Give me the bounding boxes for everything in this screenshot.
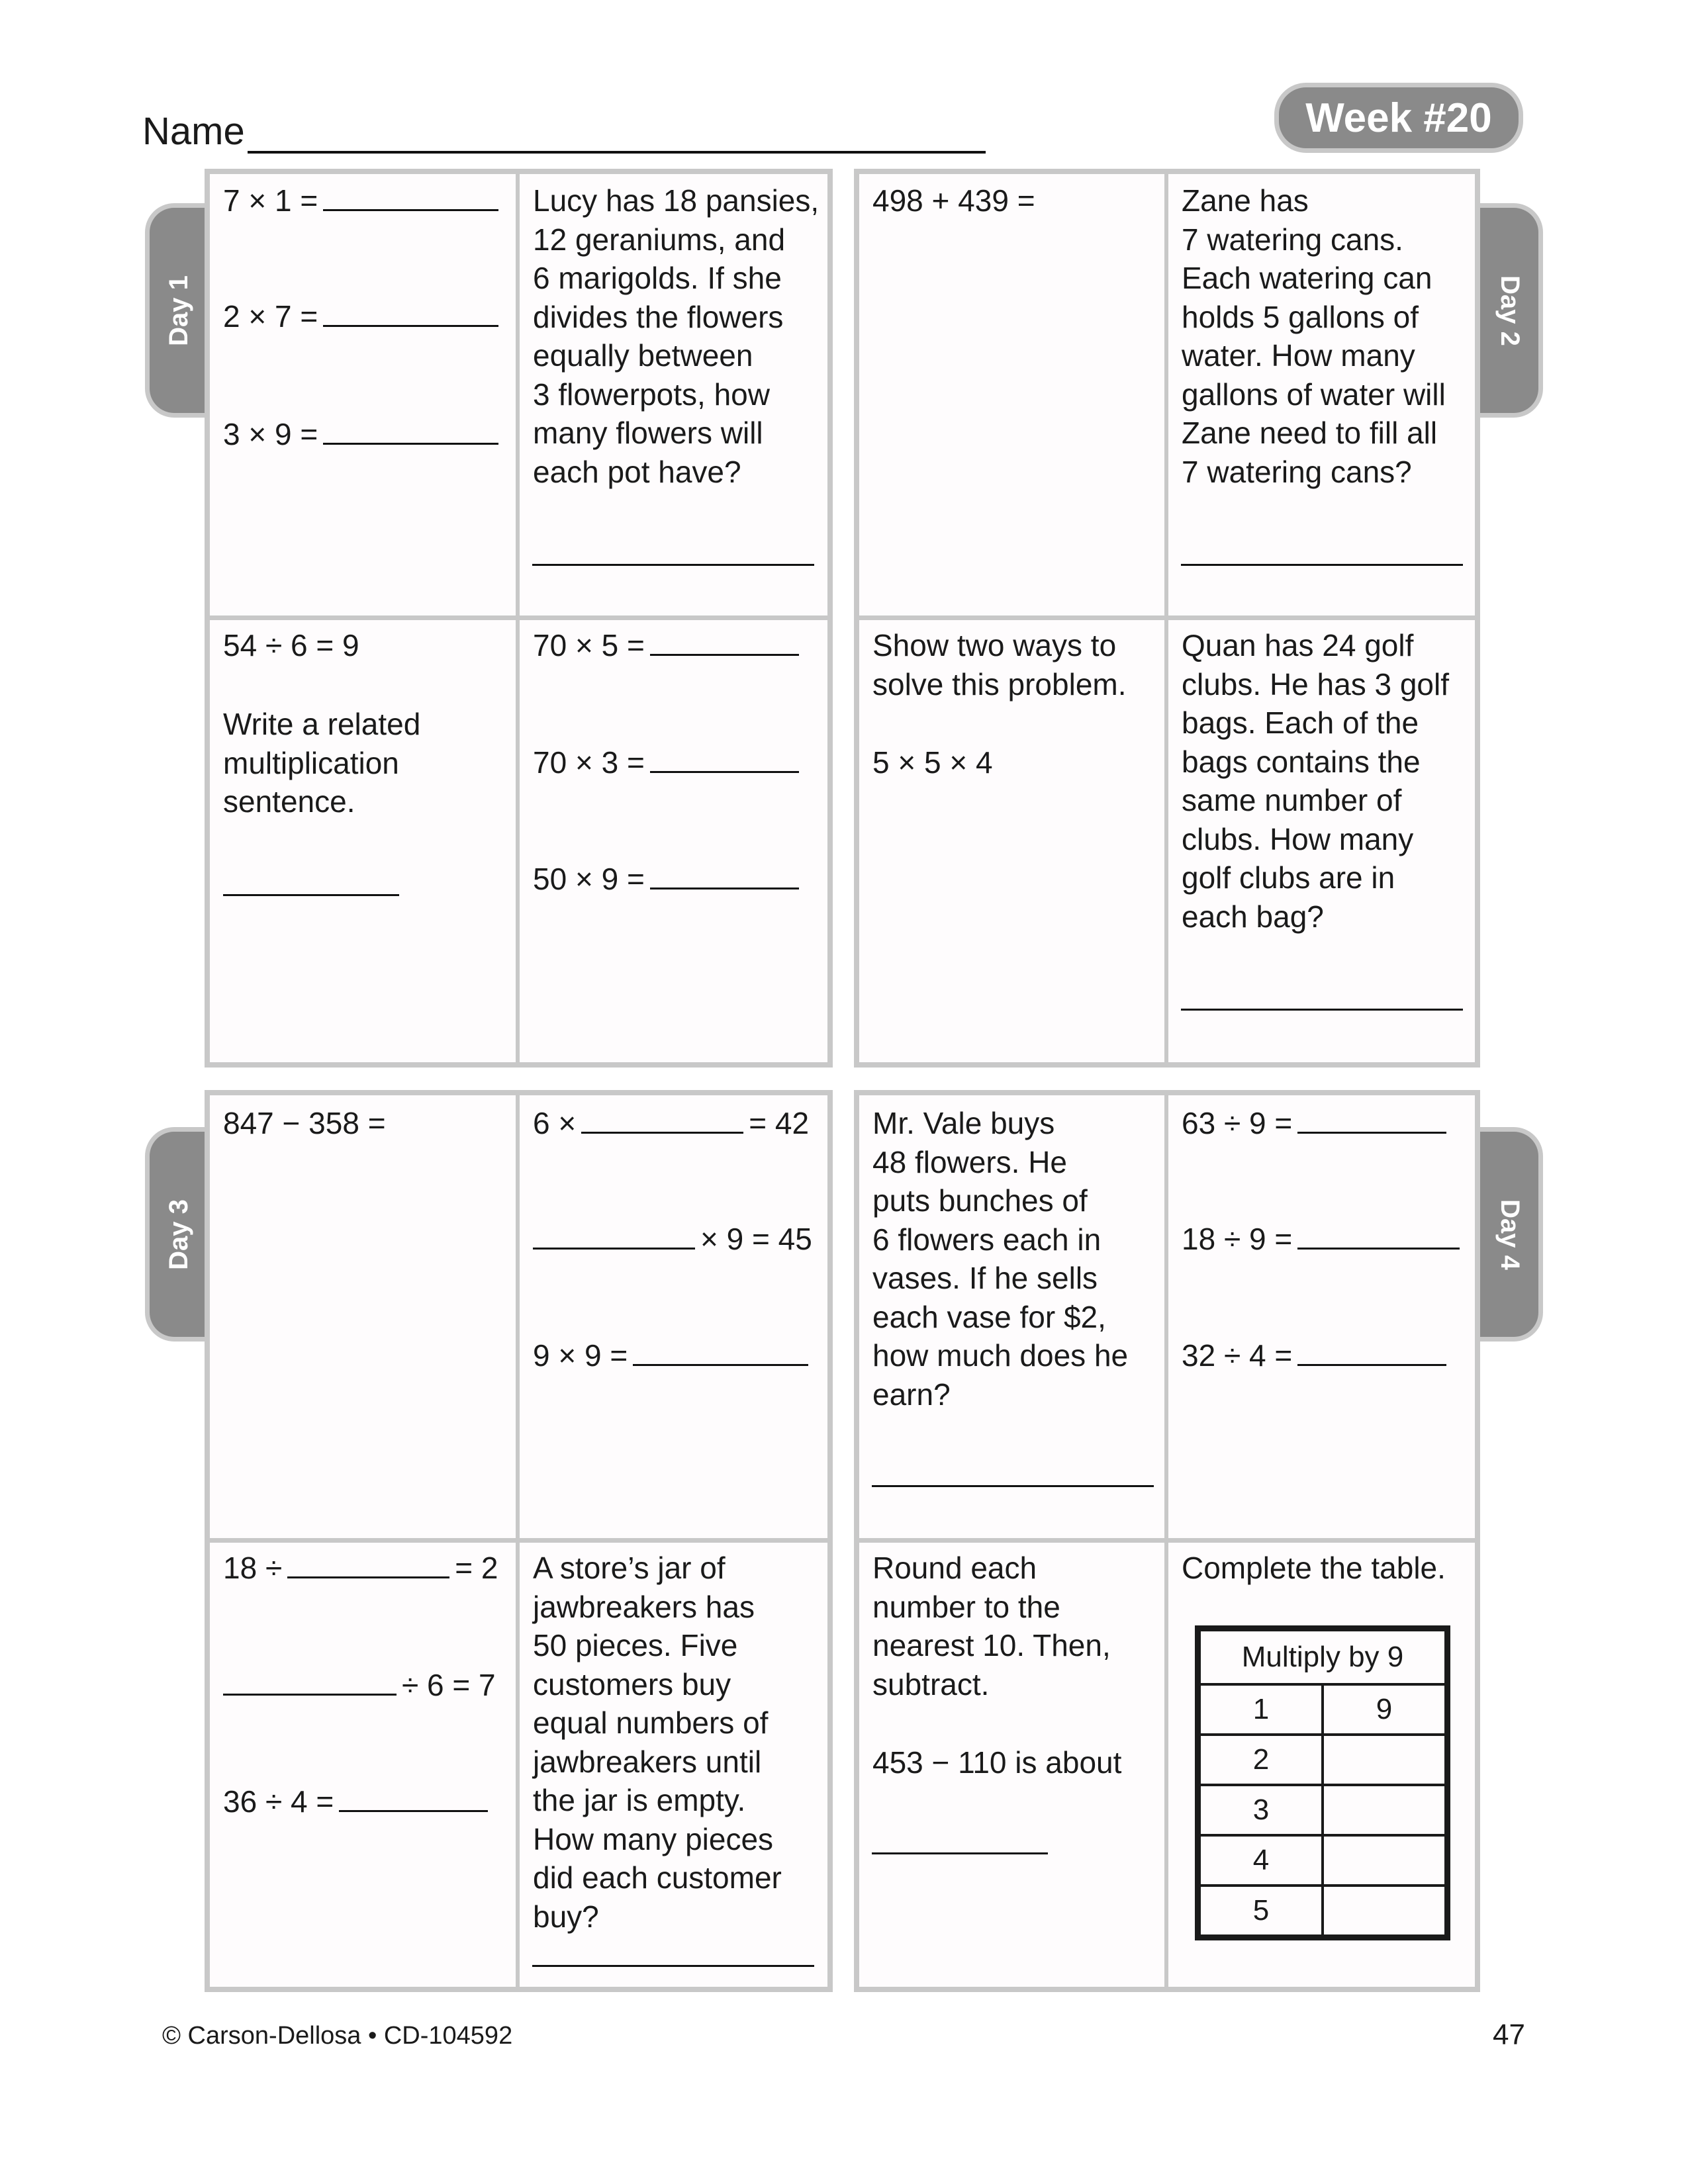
- text-line: 48 flowers. He: [872, 1144, 1068, 1179]
- table-input: 5: [1198, 1886, 1323, 1938]
- text-line: Round each: [872, 1551, 1037, 1585]
- day1-related-cell: [210, 620, 516, 1062]
- answer-blank[interactable]: [533, 1221, 695, 1250]
- expression: 5 × 5 × 4: [872, 745, 993, 780]
- text-line: 3 flowerpots, how: [533, 377, 770, 412]
- text-line: water. How many: [1182, 338, 1415, 373]
- answer-blank[interactable]: [581, 1105, 743, 1134]
- day1-word-problem-cell: [520, 174, 827, 615]
- text-line: Write a related: [223, 707, 421, 741]
- day3-block: [205, 1090, 833, 1992]
- day2-two-ways-cell: [859, 620, 1164, 1062]
- text-line: Lucy has 18 pansies,: [533, 183, 820, 218]
- day4-rounding-cell: [859, 1543, 1164, 1987]
- text-line: A store’s jar of: [533, 1551, 726, 1585]
- text-line: same number of: [1182, 783, 1402, 817]
- text-line: equal numbers of: [533, 1706, 769, 1740]
- name-field[interactable]: [142, 109, 986, 154]
- text-line: subtract.: [872, 1666, 990, 1702]
- text-line: did each customer: [533, 1860, 782, 1895]
- table-output[interactable]: [1323, 1886, 1448, 1938]
- text-line: 7 watering cans?: [1182, 454, 1412, 489]
- text-line: 6 marigolds. If she: [533, 261, 782, 295]
- answer-blank[interactable]: [287, 1550, 449, 1578]
- text-line: 50 pieces. Five: [533, 1628, 738, 1662]
- day3-subtraction-cell: [210, 1095, 516, 1538]
- text-line: clubs. He has 3 golf: [1182, 666, 1450, 702]
- answer-blank[interactable]: [633, 1338, 808, 1366]
- day3-missing-factor-cell: [520, 1095, 827, 1538]
- word-problem-text: [533, 1549, 782, 1936]
- answer-blank[interactable]: [1297, 1221, 1460, 1250]
- day2-word-problem-cell: [1168, 174, 1475, 615]
- text-line: number to the: [872, 1589, 1060, 1624]
- answer-blank[interactable]: [1297, 1105, 1446, 1134]
- text-line: equally between: [533, 338, 753, 373]
- multiply-by-9-table: [1195, 1625, 1450, 1940]
- table-output[interactable]: [1323, 1835, 1448, 1886]
- text-line: Mr. Vale buys: [872, 1106, 1055, 1140]
- text-line: sentence.: [223, 784, 355, 819]
- answer-blank[interactable]: [223, 1667, 397, 1696]
- text-line: jawbreakers has: [533, 1589, 755, 1624]
- answer-line[interactable]: [532, 1965, 814, 1967]
- text-line: Zane need to fill all: [1182, 416, 1438, 450]
- day1-block: [205, 169, 833, 1068]
- day1-label: Day 1: [164, 275, 193, 346]
- fact-2: 2 × 7 =: [223, 297, 504, 336]
- text-line: Zane has: [1182, 183, 1309, 218]
- day1-facts-cell: [210, 174, 516, 615]
- missing-3: 9 × 9 =: [533, 1336, 814, 1375]
- day4-label: Day 4: [1495, 1199, 1524, 1270]
- table-input: 2: [1198, 1735, 1323, 1785]
- day2-tab: [1480, 203, 1543, 418]
- table-input: 3: [1198, 1785, 1323, 1835]
- text-line: each pot have?: [533, 454, 741, 489]
- answer-blank[interactable]: [650, 861, 799, 889]
- day2-block: [854, 169, 1480, 1068]
- answer-line[interactable]: [532, 564, 814, 566]
- fact-3: 3 × 9 =: [223, 415, 504, 453]
- two-ways-prompt: [872, 626, 1127, 704]
- missing-1: 6 × = 42: [533, 1106, 810, 1140]
- text-line: earn?: [872, 1377, 951, 1412]
- answer-line[interactable]: [872, 1852, 1048, 1854]
- table-input: 4: [1198, 1835, 1323, 1886]
- text-line: clubs. How many: [1182, 821, 1414, 856]
- day3-word-problem-cell: [520, 1543, 827, 1987]
- word-problem-text: [872, 1104, 1128, 1414]
- table-row: [1198, 1835, 1448, 1886]
- table-row: [1198, 1684, 1448, 1735]
- multiply-3: 50 × 9 =: [533, 860, 804, 898]
- day2-addition-cell: [859, 174, 1164, 615]
- day4-table-cell: [1168, 1543, 1475, 1987]
- multiply-2: 70 × 3 =: [533, 743, 804, 782]
- answer-line[interactable]: [872, 1485, 1154, 1487]
- day4-block: [854, 1090, 1480, 1992]
- table-input: 1: [1198, 1684, 1323, 1735]
- answer-blank[interactable]: [323, 416, 498, 445]
- related-prompt: [223, 705, 420, 821]
- answer-line[interactable]: [1181, 564, 1463, 566]
- text-line: puts bunches of: [872, 1183, 1088, 1218]
- multiply-1: 70 × 5 =: [533, 626, 804, 664]
- table-row: [1198, 1785, 1448, 1835]
- day4-tab: [1480, 1127, 1543, 1342]
- text-line: jawbreakers until: [533, 1744, 762, 1779]
- answer-line[interactable]: [223, 894, 399, 896]
- text-line: gallons of water will: [1182, 377, 1446, 412]
- table-row: [1198, 1735, 1448, 1785]
- table-output[interactable]: [1323, 1785, 1448, 1835]
- text-line: Quan has 24 golf: [1182, 628, 1414, 662]
- text-line: many flowers will: [533, 416, 763, 450]
- day3-label: Day 3: [164, 1199, 193, 1270]
- answer-blank[interactable]: [650, 745, 799, 773]
- division-2: 18 ÷ 9 =: [1182, 1220, 1465, 1258]
- word-problem-text: [533, 181, 819, 491]
- day2-label: Day 2: [1495, 275, 1524, 346]
- answer-blank[interactable]: [650, 627, 799, 656]
- table-output[interactable]: [1323, 1735, 1448, 1785]
- golf-problem-text: [1182, 626, 1449, 936]
- text-line: how much does he: [872, 1338, 1129, 1373]
- text-line: holds 5 gallons of: [1182, 299, 1419, 334]
- text-line: customers buy: [533, 1666, 731, 1702]
- text-line: divides the flowers: [533, 299, 784, 334]
- text-line: bags contains the: [1182, 744, 1421, 779]
- answer-blank[interactable]: [323, 298, 498, 327]
- text-line: each vase for $2,: [872, 1299, 1106, 1334]
- day1-tab: [145, 203, 208, 418]
- text-line: Show two ways to: [872, 628, 1117, 662]
- answer-line[interactable]: [1181, 1009, 1463, 1011]
- week-badge: Week #20: [1274, 83, 1523, 153]
- table-output[interactable]: 9: [1323, 1684, 1448, 1735]
- copyright: © Carson-Dellosa • CD-104592: [162, 2022, 513, 2050]
- text-line: 12 geraniums, and: [533, 222, 786, 257]
- rounding-prompt: [872, 1549, 1111, 1704]
- table-title: Multiply by 9: [1198, 1629, 1448, 1685]
- equation: 54 ÷ 6 = 9: [223, 628, 359, 662]
- division-missing-2: ÷ 6 = 7: [223, 1666, 496, 1704]
- text-line: bags. Each of the: [1182, 705, 1419, 740]
- table-prompt: Complete the table.: [1182, 1551, 1446, 1585]
- text-line: each bag?: [1182, 899, 1324, 934]
- name-label: Name: [142, 110, 245, 153]
- answer-blank[interactable]: [339, 1784, 488, 1812]
- text-line: vases. If he sells: [872, 1261, 1098, 1295]
- answer-blank[interactable]: [1297, 1338, 1446, 1366]
- division-3: 32 ÷ 4 =: [1182, 1336, 1452, 1375]
- day4-division-cell: [1168, 1095, 1475, 1538]
- rounding-expression: 453 − 110 is about: [872, 1745, 1122, 1780]
- page-number: 47: [1493, 2019, 1525, 2051]
- missing-2: × 9 = 45: [533, 1220, 812, 1258]
- word-problem-text: [1182, 181, 1446, 491]
- day3-division-cell: [210, 1543, 516, 1987]
- text-line: 7 watering cans.: [1182, 222, 1403, 257]
- table-row: [1198, 1886, 1448, 1938]
- text-line: 6 flowers each in: [872, 1222, 1102, 1257]
- text-line: golf clubs are in: [1182, 860, 1395, 895]
- day1-multiply-cell: [520, 620, 827, 1062]
- division-missing-3: 36 ÷ 4 =: [223, 1782, 493, 1821]
- text-line: buy?: [533, 1899, 599, 1934]
- text-line: How many pieces: [533, 1821, 774, 1856]
- day3-tab: [145, 1127, 208, 1342]
- answer-blank[interactable]: [323, 183, 498, 211]
- division-1: 63 ÷ 9 =: [1182, 1104, 1452, 1142]
- text-line: multiplication: [223, 745, 399, 780]
- addition-problem: 498 + 439 =: [872, 183, 1035, 218]
- text-line: nearest 10. Then,: [872, 1628, 1111, 1662]
- day2-golf-cell: [1168, 620, 1475, 1062]
- day4-word-problem-cell: [859, 1095, 1164, 1538]
- text-line: solve this problem.: [872, 666, 1127, 702]
- fact-1: 7 × 1 =: [223, 181, 504, 220]
- subtraction-problem: 847 − 358 =: [223, 1106, 386, 1140]
- division-missing-1: 18 ÷ = 2: [223, 1551, 498, 1585]
- name-line[interactable]: [248, 114, 986, 154]
- text-line: the jar is empty.: [533, 1783, 746, 1817]
- text-line: Each watering can: [1182, 261, 1432, 295]
